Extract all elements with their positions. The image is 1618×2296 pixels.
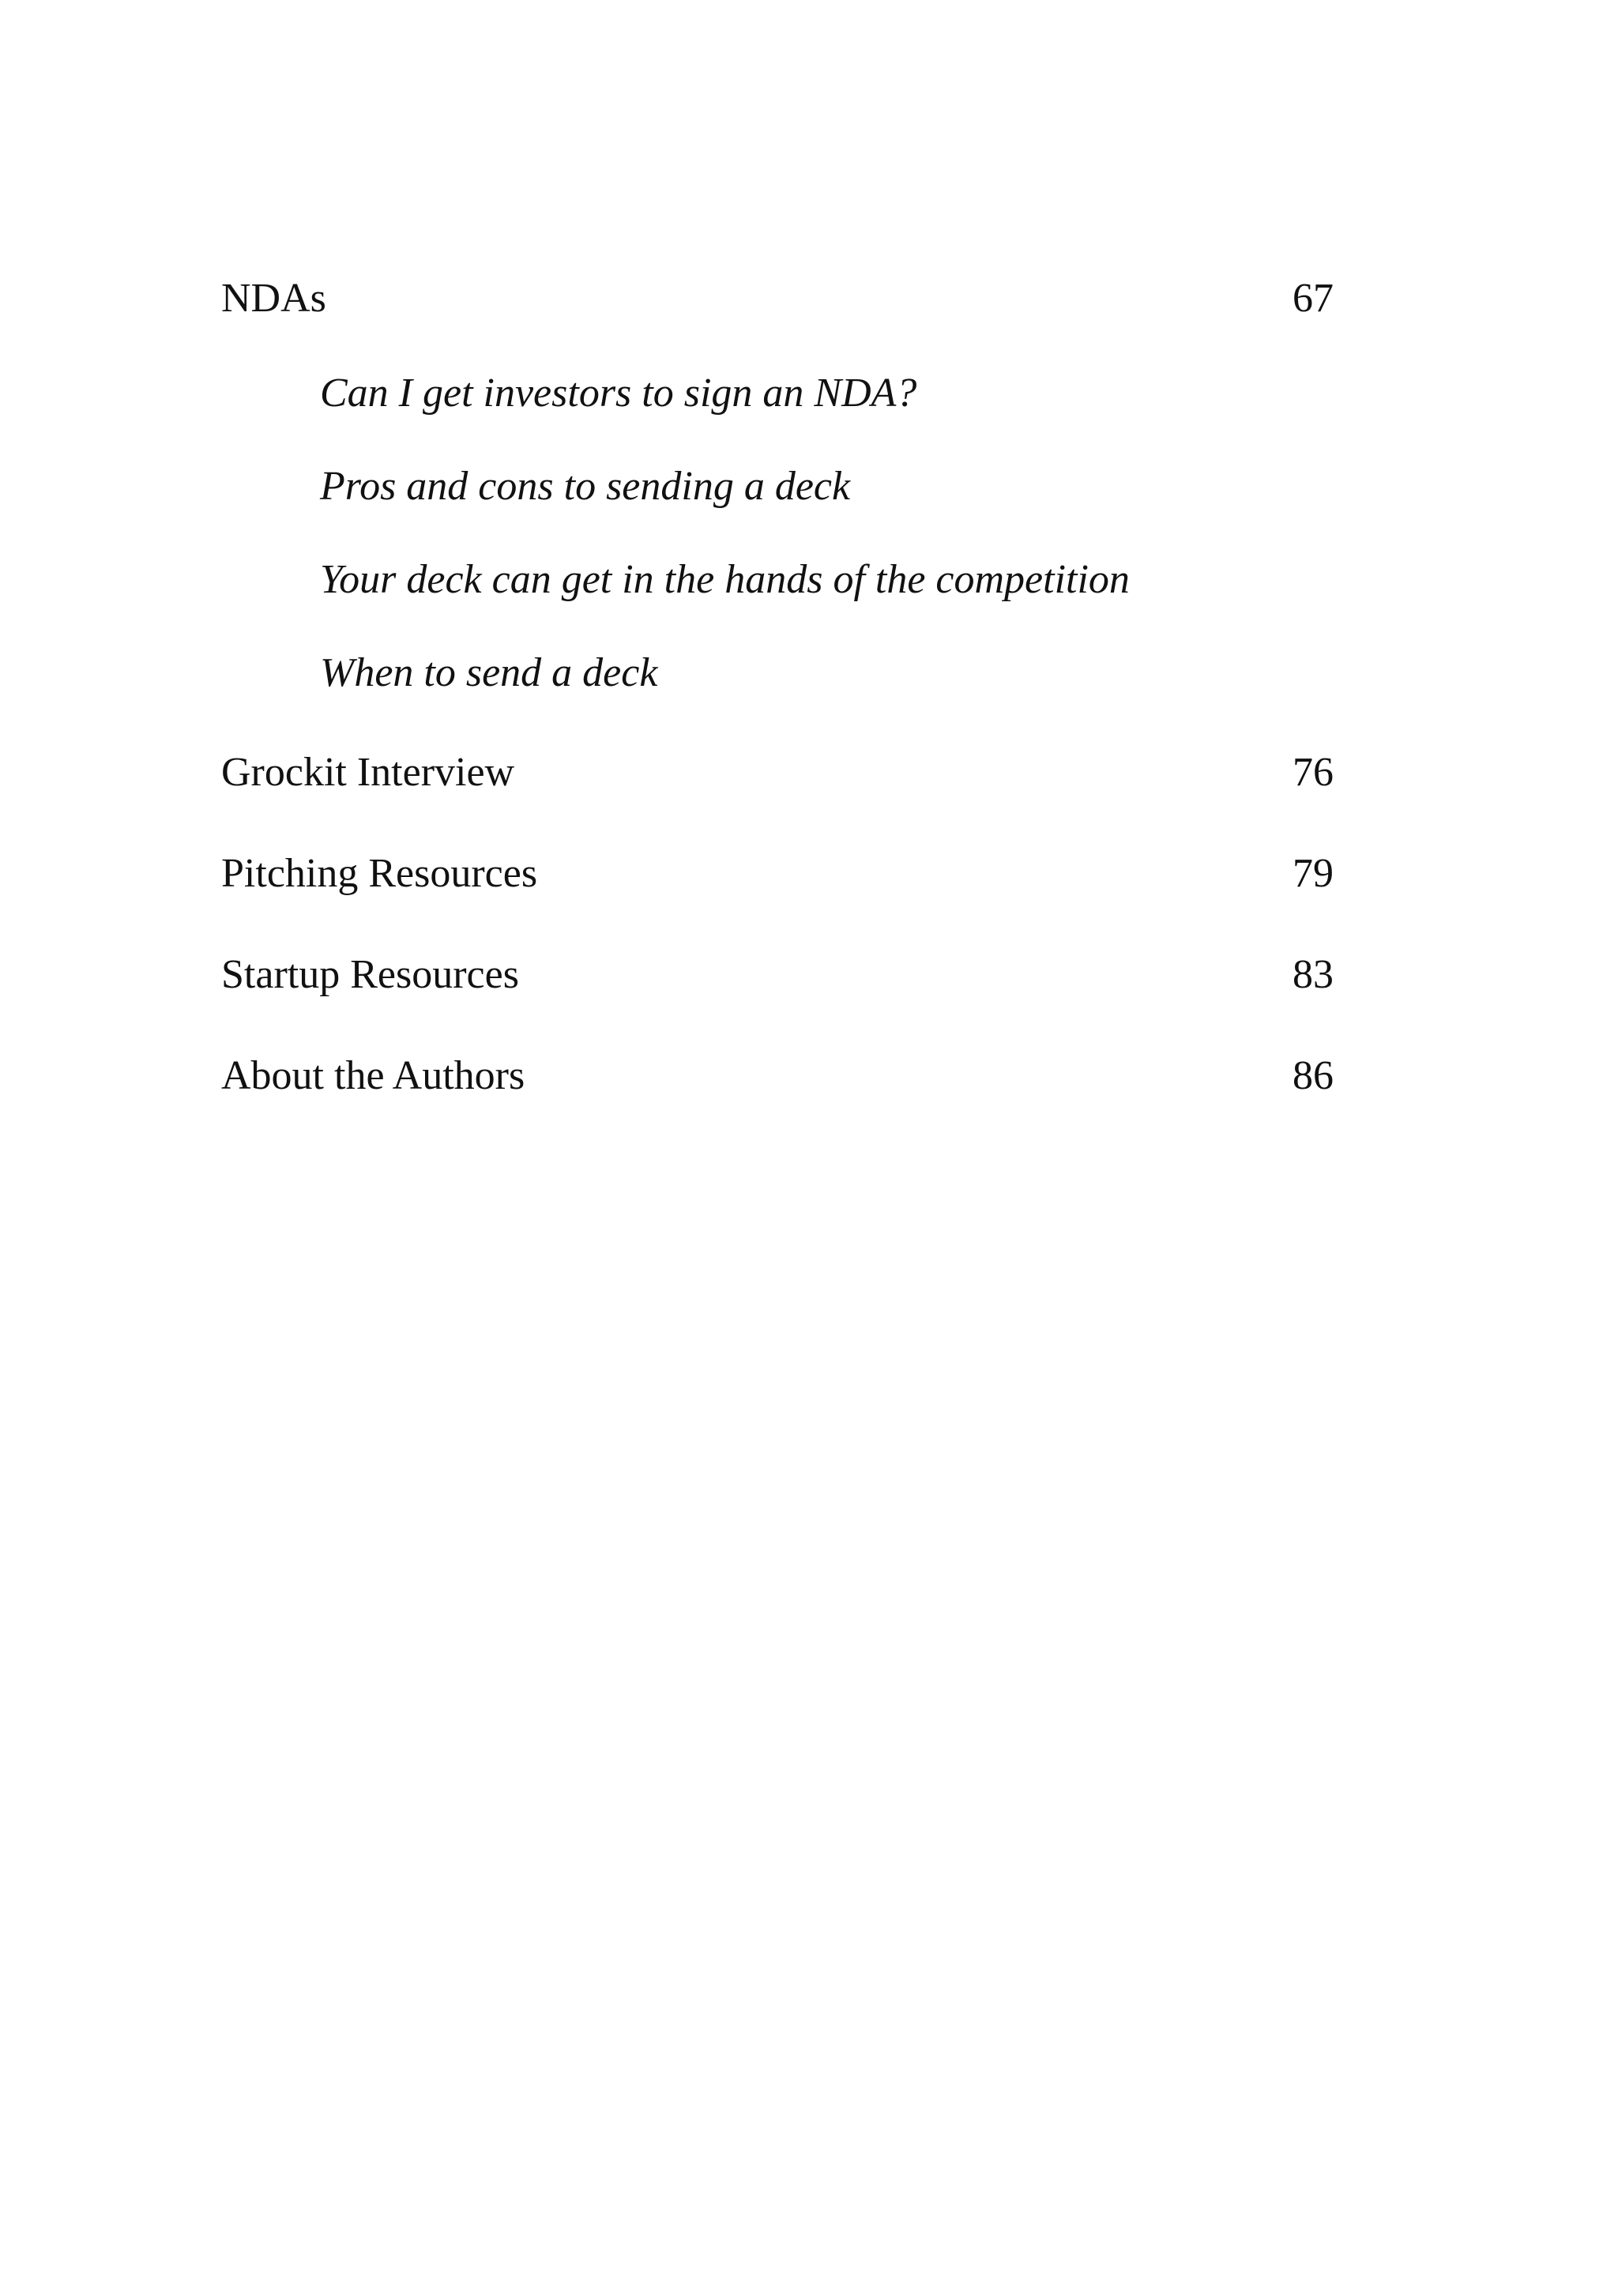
toc-entry-title: About the Authors	[221, 1053, 525, 1098]
toc-entry-title: Startup Resources	[221, 952, 519, 997]
toc-entry-grockit-interview	[221, 741, 1334, 804]
toc-entry-page-number: 83	[1293, 952, 1334, 997]
toc-subtopic: Your deck can get in the hands of the competition	[320, 557, 1130, 602]
toc-entry-page-number: 86	[1293, 1053, 1334, 1098]
toc-entry-title: Pitching Resources	[221, 851, 538, 896]
toc-entry-title: NDAs	[221, 276, 326, 321]
toc-entry-page-number: 67	[1293, 276, 1334, 321]
toc-entry-page-number: 79	[1293, 851, 1334, 896]
toc-entry-title: Grockit Interview	[221, 750, 515, 795]
toc-entry-startup-resources	[221, 943, 1334, 1007]
toc-subtopic: Can I get investors to sign an NDA?	[320, 371, 917, 416]
toc-entry-ndas	[221, 267, 1334, 330]
toc-subtopic: When to send a deck	[320, 650, 658, 695]
toc-entry-pitching-resources	[221, 842, 1334, 905]
toc-entry-about-the-authors	[221, 1044, 1334, 1108]
toc-subtopic: Pros and cons to sending a deck	[320, 464, 851, 509]
toc-entry-page-number: 76	[1293, 750, 1334, 795]
